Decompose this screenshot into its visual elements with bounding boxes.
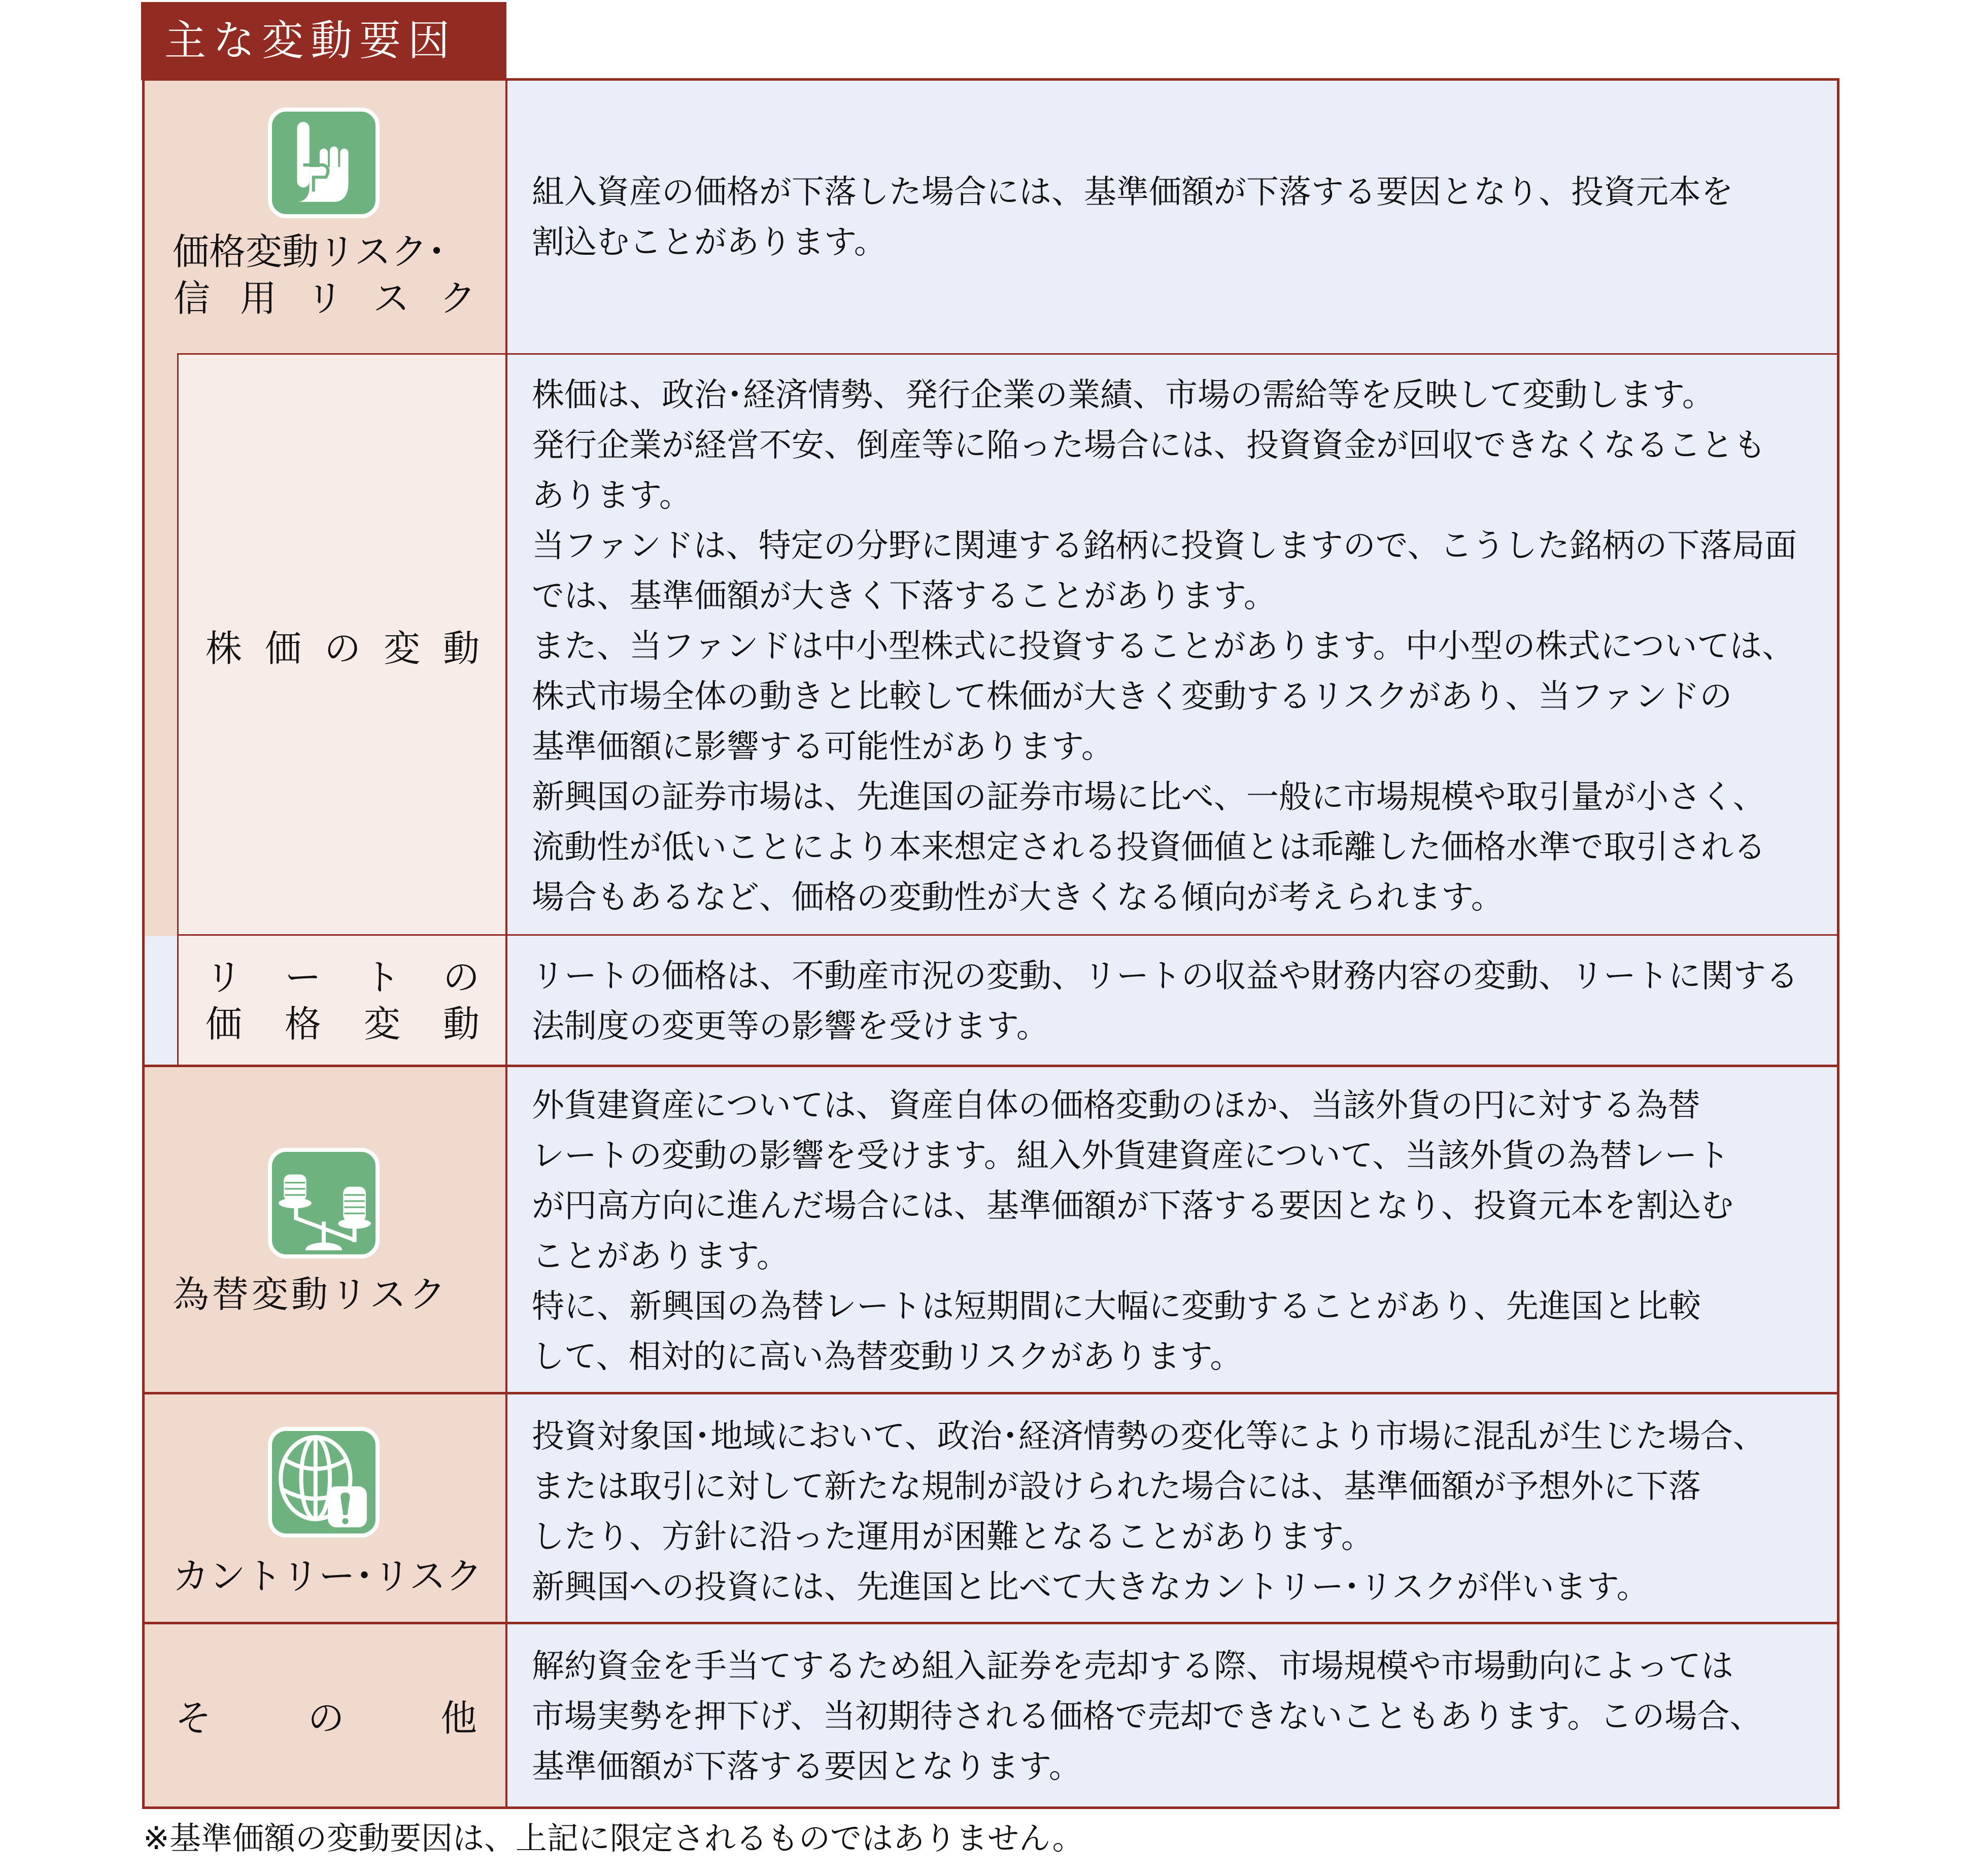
description-reit-price-change: リートの価格は、不動産市況の変動、リートの収益や財務内容の変動、リートに関する 法制度の変更等の影響を受けます。 xyxy=(532,958,1798,1045)
label-char: そ xyxy=(175,1697,212,1739)
row-divider xyxy=(145,1392,1837,1394)
row-divider xyxy=(177,353,1837,355)
label-price-credit-risk-line1: 価格変動リスク･ xyxy=(173,230,446,273)
label-other xyxy=(175,1695,477,1742)
label-price-credit-risk-line2 xyxy=(174,275,476,322)
label-char: 用 xyxy=(240,277,277,320)
label-fx-risk: 為替変動リスク xyxy=(173,1273,449,1316)
label-reit-line1 xyxy=(206,954,480,1001)
row-divider xyxy=(145,1065,1837,1067)
column-divider xyxy=(505,81,507,1806)
label-char: 価 xyxy=(206,1003,243,1045)
label-char: の xyxy=(442,956,480,999)
label-char: 格 xyxy=(284,1003,321,1045)
description-other: 解約資金を手当てするため組入証券を売却する際、市場規模や市場動向によっては 市場実勢を押下げ、当初期待される価格で売却できないこともあります。この場合、 基準価額が下落する要因となります。 xyxy=(532,1648,1762,1786)
label-char: ー xyxy=(284,956,321,999)
label-char: の xyxy=(308,1697,345,1739)
globe-warning-icon xyxy=(268,1427,380,1538)
label-char: 動 xyxy=(442,1003,480,1045)
label-char: の xyxy=(324,627,361,670)
row-divider xyxy=(145,1622,1837,1624)
label-char: 価 xyxy=(264,627,301,670)
label-stock-price-change xyxy=(206,625,480,672)
label-char: リ xyxy=(206,956,243,999)
label-char: ク xyxy=(439,277,476,320)
label-char: 信 xyxy=(174,277,211,320)
label-char: リ xyxy=(306,277,343,320)
label-reit-line2 xyxy=(206,1001,480,1047)
row-divider xyxy=(177,934,1837,936)
label-char: 変 xyxy=(383,627,420,670)
description-fx-risk: 外貨建資産については、資産自体の価格変動のほか、当該外貨の円に対する為替 レートの変動の影響を受けます。組入外貨建資産について、当該外貨の為替レート が円高方向に進んだ場合には、基準価額が下落する要因となり、投資元本を割込む ことがあります。 特に、新興国の為替レートは短期間に大幅に変動することがあり、先進国と比較 して、相対的に高い為替変動リスクがあります。 xyxy=(532,1087,1733,1376)
label-char: 他 xyxy=(440,1697,477,1739)
description-stock-price-change: 株価は、政治･経済情勢、発行企業の業績、市場の需給等を反映して変動します。 発行企業が経営不安、倒産等に陥った場合には、投資資金が回収できなくなることも あります。 当ファンドは、特定の分野に関連する銘柄に投資しますので、こうした銘柄の下落局面 では、基準価額が大きく下落することがあります。 また、当ファンドは中小型株式に投資することがあります。中小型の株式については、 株式市場全体の動きと比較して株価が大きく変動するリスクがあり、当ファンドの 基準価額に影響する可能性があります。 新興国の証券市場は、先進国の証券市場に比べ、一般に市場規模や取引量が小さく、 流動性が低いことにより本来想定される投資価値とは乖離した価格水準で取引される 場合もあるなど、価格の変動性が大きくなる傾向が考えられます。 xyxy=(532,377,1797,916)
pointing-hand-icon xyxy=(268,108,380,218)
footnote: ※基準価額の変動要因は、上記に限定されるものではありません。 xyxy=(143,1820,1084,1857)
label-char: ス xyxy=(372,277,410,320)
label-char: 変 xyxy=(363,1003,400,1045)
description-country-risk: 投資対象国･地域において、政治･経済情勢の変化等により市場に混乱が生じた場合、 または取引に対して新たな規制が設けられた場合には、基準価額が予想外に下落 したり、方針に沿った運用が困難となることがあります。 新興国への投資には、先進国と比べて大きなカントリー･リスクが伴います。 xyxy=(532,1418,1765,1606)
label-char: 動 xyxy=(442,627,480,670)
description-price-credit-risk: 組入資産の価格が下落した場合には、基準価額が下落する要因となり、投資元本を 割込むことがあります。 xyxy=(532,174,1733,261)
section-title: 主な変動要因 xyxy=(141,2,506,80)
label-country-risk: カントリー･リスク xyxy=(173,1555,483,1597)
label-char: 株 xyxy=(206,627,243,670)
balance-scale-coins-icon xyxy=(268,1148,380,1258)
label-char: ト xyxy=(363,956,400,999)
